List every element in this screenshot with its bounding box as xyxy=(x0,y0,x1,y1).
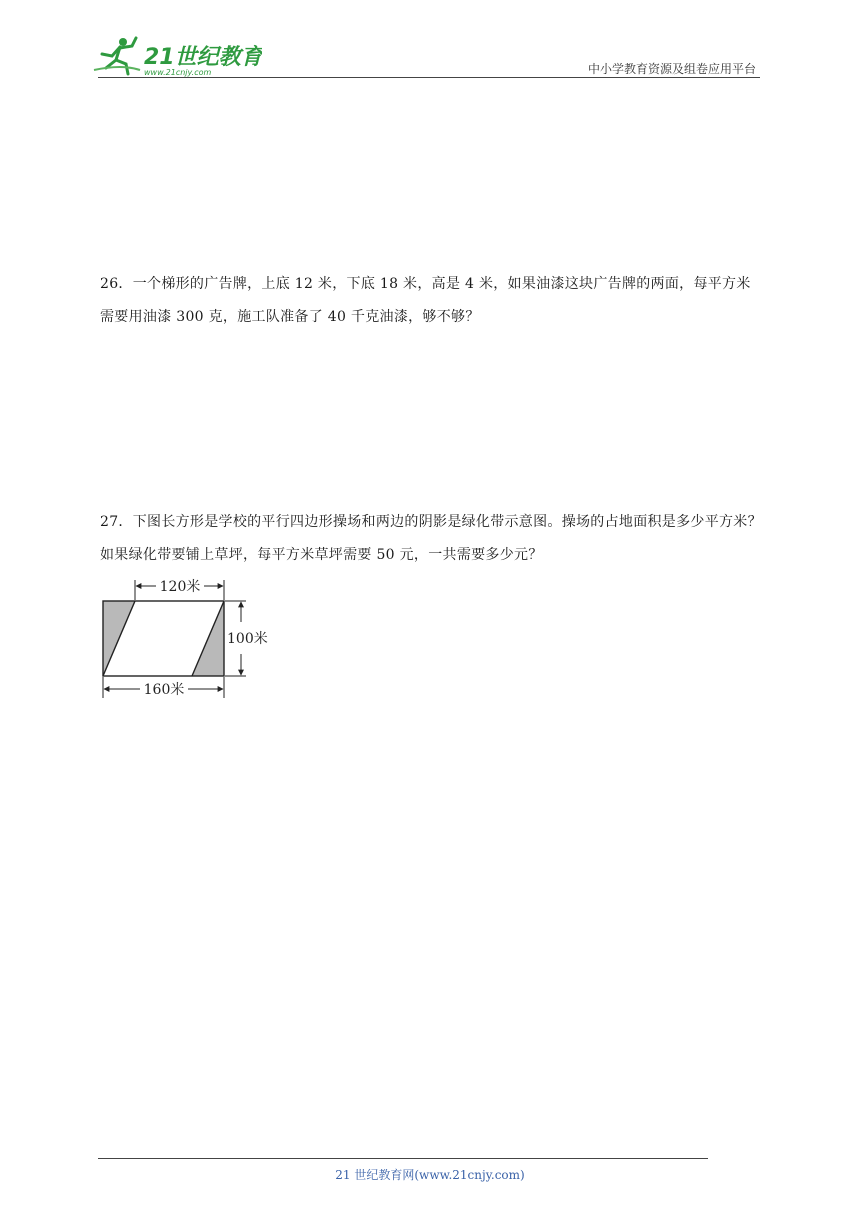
question-27: 27．下图长方形是学校的平行四边形操场和两边的阴影是绿化带示意图。操场的占地面积是多少平方米？如果绿化带要铺上草坪，每平方米草坪需要 50 元，一共需要多少元？ xyxy=(100,514,762,563)
header-divider xyxy=(98,77,760,78)
site-logo xyxy=(92,34,262,78)
logo-url: www.21cnjy.com xyxy=(144,68,212,77)
footer-divider xyxy=(98,1158,708,1159)
site-title: 中小学教育资源及组卷应用平台 xyxy=(587,62,756,76)
runner-icon xyxy=(94,38,140,74)
bottom-dimension-label: 160米 xyxy=(143,682,185,698)
logo-text: 21世纪教育 xyxy=(144,45,262,70)
side-dimension-label: 100米 xyxy=(227,631,268,647)
footer-text: 21 世纪教育网(www.21cnjy.com) xyxy=(335,1168,525,1182)
question-26: 26．一个梯形的广告牌，上底 12 米，下底 18 米，高是 4 米，如果油漆这块广告牌的两面，每平方米需要用油漆 300 克，施工队准备了 40 千克油漆，够不够？ xyxy=(100,276,751,325)
playground-diagram xyxy=(96,572,286,704)
top-dimension-label: 120米 xyxy=(159,579,201,595)
